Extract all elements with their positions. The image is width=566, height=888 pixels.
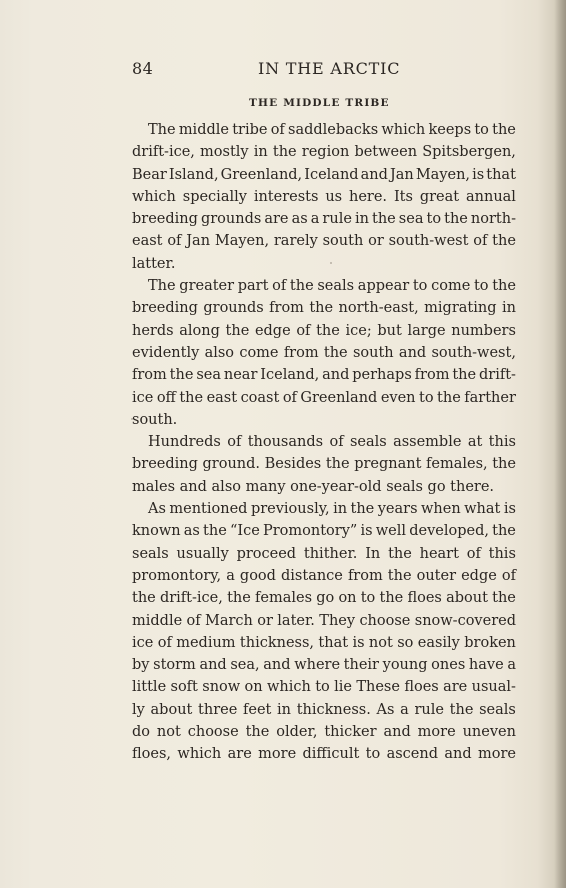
text-line: do not choose the older, thicker and more uneven	[132, 724, 516, 741]
text-line: promontory, a good distance from the outer edge of	[132, 567, 516, 584]
text-line: The middle tribe of saddlebacks which keeps to the	[148, 122, 516, 138]
text-line: breeding grounds from the north-east, migrating in	[132, 300, 516, 317]
text-line: ice off the east coast of Greenland even to the farther	[132, 389, 516, 406]
section-title: THE MIDDLE TRIBE	[249, 97, 390, 109]
text-line: The greater part of the seals appear to come to the	[148, 278, 516, 295]
body-text	[132, 119, 516, 766]
text-line: middle of March or later. They choose snow-covered	[132, 612, 516, 629]
text-line: evidently also come from the south and south-west,	[132, 344, 516, 361]
paper-speck	[330, 262, 332, 264]
text-line: drift-ice, mostly in the region between Spitsbergen,	[132, 144, 516, 161]
text-line: ice of medium thickness, that is not so easily broken	[132, 634, 516, 651]
text-line: Bear Island, Greenland, Iceland and Jan Mayen, is that	[132, 166, 516, 183]
text-line: breeding grounds are as a rule in the sea to the north-	[132, 211, 516, 228]
text-line: the drift-ice, the females go on to the floes about the	[132, 590, 516, 607]
text-line: little soft snow on which to lie These floes are usual-	[132, 679, 516, 696]
text-line: which specially interests us here. Its great annual	[132, 188, 516, 205]
text-line: latter.	[132, 255, 176, 272]
text-line: by storm and sea, and where their young ones have a	[132, 657, 516, 674]
page-edge-shadow	[554, 0, 566, 888]
text-line: ly about three feet in thickness. As a rule the seals	[132, 701, 516, 718]
text-line: south.	[132, 411, 178, 428]
page-header	[132, 59, 516, 79]
text-line: males and also many one-year-old seals go there.	[132, 478, 495, 495]
running-head: IN THE ARCTIC	[258, 59, 401, 78]
paper-speck	[131, 418, 133, 420]
text-line: from the sea near Iceland, and perhaps from the drift-	[132, 367, 516, 384]
text-line: seals usually proceed thither. In the heart of this	[132, 545, 516, 562]
text-line: herds along the edge of the ice; but large numbers	[132, 322, 516, 339]
page-number: 84	[132, 59, 154, 78]
text-line: east of Jan Mayen, rarely south or south-west of the	[132, 233, 516, 250]
text-line: floes, which are more difficult to ascend and more	[132, 746, 516, 763]
text-line: Hundreds of thousands of seals assemble at this	[148, 434, 516, 451]
text-line: known as the “Ice Promontory” is well developed, the	[132, 523, 516, 540]
text-line: As mentioned previously, in the years when what is	[148, 501, 516, 518]
text-line: breeding ground. Besides the pregnant females, the	[132, 456, 516, 473]
